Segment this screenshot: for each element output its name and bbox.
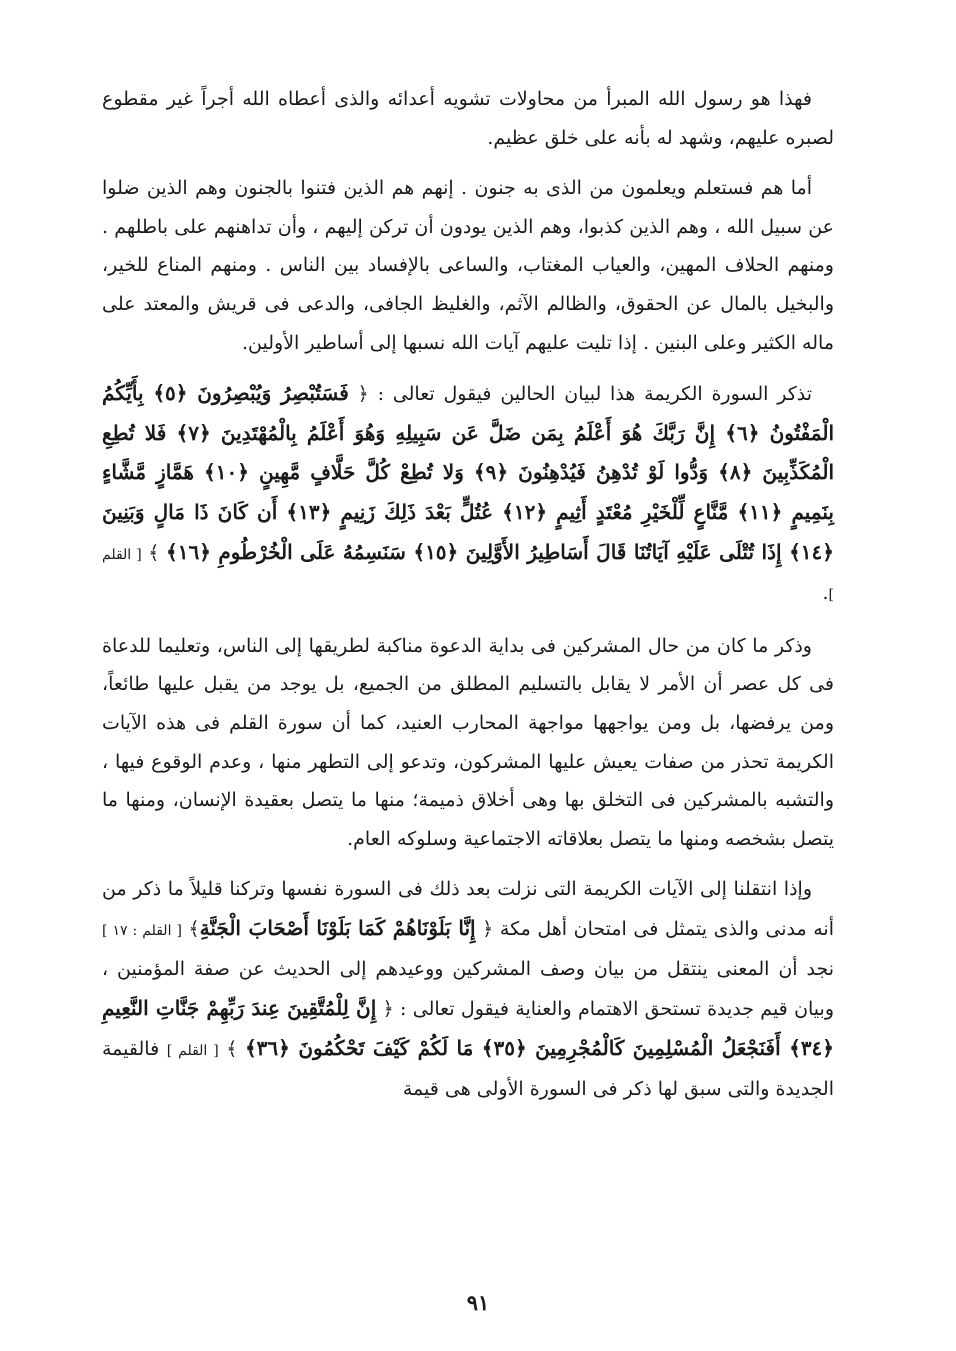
paragraph-text: فهذا هو رسول الله المبرأ من محاولات تشويه أعدائه والذى أعطاه الله أجراً غير مقطوع لصبره عليهم، وشهد له بأنه على خلق عظيم. (102, 88, 834, 149)
paragraph-text: وإذا انتقلنا إلى الآيات الكريمة التى نزلت بعد ذلك فى السورة نفسها وتركنا قليلاً ما ذكر من أنه مدنى والذى يتمثل فى امتحان أهل مكة ﴿ (102, 878, 834, 940)
surah-reference: [ القلم : ١٧ ] (102, 922, 182, 939)
quran-verse: فَسَتُبْصِرُ وَيُبْصِرُونَ ﴿٥﴾ بِأَيِّكُمُ الْمَفْتُونُ ﴿٦﴾ إِنَّ رَبَّكَ هُوَ أَعْلَمُ بِمَن ضَلَّ عَن سَبِيلِهِ وَهُوَ أَعْلَمُ بِالْمُهْتَدِينَ ﴿٧﴾ فَلا تُطِعِ الْمُكَذِّبِينَ ﴿٨﴾ وَدُّوا لَوْ تُدْهِنُ فَيُدْهِنُونَ ﴿٩﴾ وَلا تُطِعْ كُلَّ حَلَّافٍ مَّهِينٍ ﴿١٠﴾ هَمَّازٍ مَّشَّاءٍ بِنَمِيمٍ ﴿١١﴾ مَّنَّاعٍ لِّلْخَيْرِ مُعْتَدٍ أَثِيمٍ ﴿١٢﴾ عُتُلٍّ بَعْدَ ذَلِكَ زَنِيمٍ ﴿١٣﴾ أَن كَانَ ذَا مَالٍ وَبَنِينَ ﴿١٤﴾ إِذَا تُتْلَى عَلَيْهِ آيَاتُنَا قَالَ أَسَاطِيرُ الأَوَّلِينَ ﴿١٥﴾ سَنَسِمُهُ عَلَى الْخُرْطُومِ ﴿١٦﴾ (102, 381, 835, 564)
paragraph-text: . (822, 582, 829, 605)
surah-reference: [ القلم ] (166, 1042, 219, 1059)
paragraph-text: ﴾ (141, 541, 166, 564)
paragraph (102, 870, 834, 1109)
paragraph-text: فالقيمة الجديدة والتى سبق لها ذكر فى السورة الأولى هى قيمة (102, 1037, 834, 1101)
paragraph-text: تذكر السورة الكريمة هذا لبيان الحالين فيقول تعالى : ﴿ (348, 383, 813, 406)
surah-reference: [ القلم ] (102, 546, 834, 604)
paragraph-text: أما هم فستعلم ويعلمون من الذى به جنون . إنهم هم الذين فتنوا بالجنون وهم الذين ضلوا عن سبيل الله ، وهم الذين كذبوا، وهم الذين يودون أن تركن إليهم ، وأن تداهنهم على باطلهم . ومنهم الحلاف المهين، والعياب المغتاب، والساعى بالإفساد بين الناس . ومنهم المناع للخير، والبخيل بالمال عن الحقوق، والظالم الآثم، والغليظ الجافى، والدعى فى قريش والمعتد على ماله الكثير وعلى البنين . إذا تليت عليهم آيات الله نسبها إلى أساطير الأولين. (102, 177, 834, 354)
page-number: ٩١ (466, 1290, 490, 1315)
paragraph (102, 80, 834, 157)
paragraph (102, 169, 834, 362)
paragraph (102, 627, 834, 859)
paragraph-text: وذكر ما كان من حال المشركين فى بداية الدعوة مناكبة لطريقها إلى الناس، وتعليما للدعاة فى كل عصر أن الأمر لا يقابل بالتسليم المطلق من الجميع، بل يوجد من يقبل عليها طائعاً، ومن يرفضها، بل ومن يواجهها مواجهة المحارب العنيد، كما أن سورة القلم فى هذه الآيات الكريمة تحذر من صفات يعيش عليها المشركون، وتدعو إلى التطهر منها ، وعدم الوقوع فيها ، والتشبه بالمشركين فى التخلق بها وهى أخلاق ذميمة؛ منها ما يتصل بعقيدة الإنسان، ومنها ما يتصل بشخصه ومنها ما يتصل بعلاقاته الاجتماعية وسلوكه العام. (102, 634, 834, 850)
quran-verse: إِنَّا بَلَوْنَاهُمْ كَمَا بَلَوْنَا أَصْحَابَ الْجَنَّةِ (199, 915, 476, 940)
paragraph-text: ﴾ (218, 1037, 245, 1060)
paragraph-text: ﴾ (181, 917, 200, 940)
paragraph-text: نجد أن المعنى ينتقل من بيان وصف المشركين ووعيدهم إلى الحديث عن صفة المؤمنين ، وبيان قيم جديدة تستحق الاهتمام والعناية فيقول تعالى : ﴿ (102, 958, 835, 1021)
body-text (102, 80, 834, 1109)
quran-verse: إِنَّ لِلْمُتَّقِينَ عِندَ رَبِّهِمْ جَنَّاتِ النَّعِيمِ ﴿٣٤﴾ أَفَنَجْعَلُ الْمُسْلِمِينَ كَالْمُجْرِمِينَ ﴿٣٥﴾ مَا لَكُمْ كَيْفَ تَحْكُمُونَ ﴿٣٦﴾ (102, 996, 835, 1060)
paragraph (102, 374, 834, 615)
